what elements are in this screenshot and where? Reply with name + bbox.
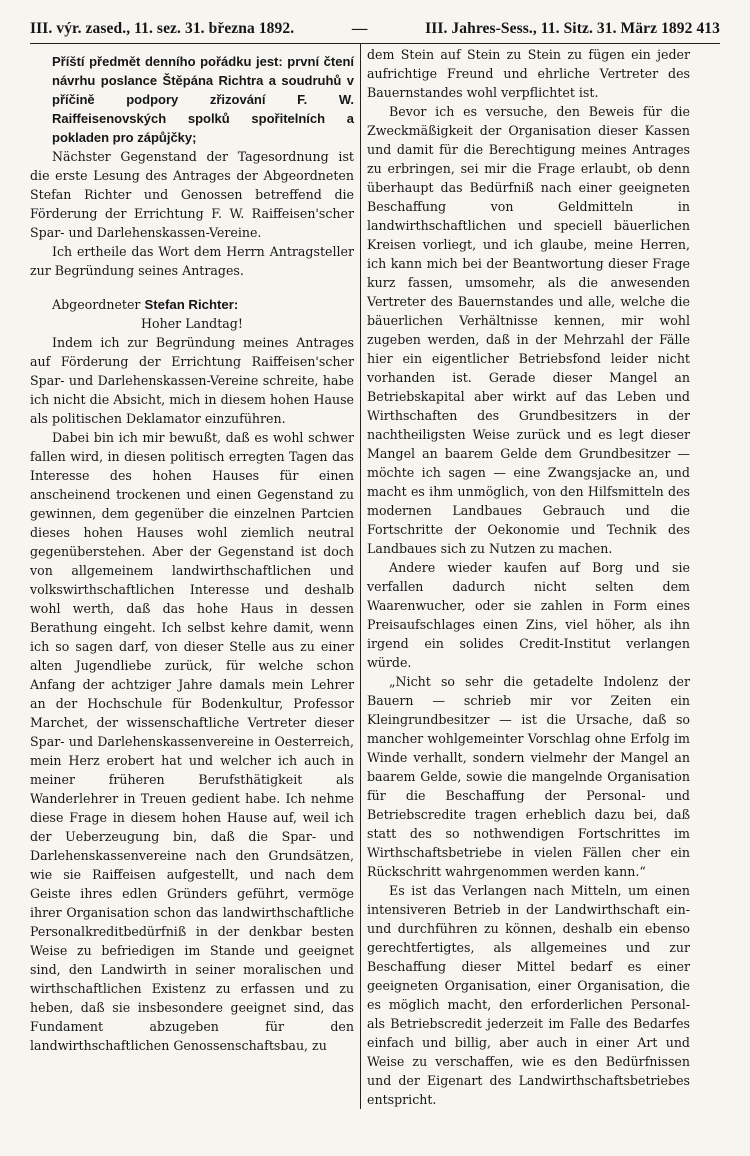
left-column [30, 44, 360, 1109]
address-salutation: Hoher Landtag! [141, 316, 243, 331]
quoted-paragraph: „Nicht so sehr die getadelte Indolenz der Bauern — schrieb mir vor Zeiten ein Kleingrundbesitzer — ist die Ursache, daß so mancher wohlgemeinter Vorschlag ohne Erfolg im Winde verhallt, sondern vielmehr der Mangel an baarem Gelde, sowie die mangelnde Organisation für die Beschaffung der Personal- und Betriebscredite tragen erheblich dazu bei, daß statt des so nothwendigen Fortschrittes im Wirthschaftsbetriebe in vielen Fällen cher ein Rückschritt wahrgenommen werden kann.“ [367, 674, 690, 879]
speaker-colon: : [233, 297, 239, 312]
speaker-line [30, 295, 354, 314]
speaker-name: Stefan Richter [144, 297, 234, 312]
two-column-body [30, 44, 720, 1109]
running-header [30, 20, 720, 44]
speech-paragraph: Es ist das Verlangen nach Mitteln, um einen intensiveren Betrieb in der Landwirthschaft ein- und durchführen zu können, deshalb ein ebenso gerechtfertigtes, als allgemeines und zur Beschaffung dieser Mittel bedarf es einer geeigneten Organisation, einer Organisation, die es möglich macht, den erforderlichen Personal- als Betriebscredit jederzeit im Falle des Bedarfes einfach und billig, aber auch in einer Art und Weise zu verschaffen, wie es den Bedürfnissen und der Eigenart des Landwirthschaftsbetriebes entspricht. [367, 883, 690, 1107]
czech-agenda-item: Příští předmět denního pořádku jest: první čtení návrhu poslance Štěpána Richtra a soudruhů v příčině podpory zřizování F. W. Raiffeisenovských spolků spořitelních a pokladen pro zápůjčky; [52, 54, 354, 145]
speech-paragraph-continued: dem Stein auf Stein zu Stein zu fügen ein jeder aufrichtige Freund und ehrliche Vertreter des Bauernstandes wohl verpflichtet ist. [367, 47, 690, 100]
speaker-prefix: Abgeordneter [52, 297, 141, 312]
header-german: III. Jahres-Sess., 11. Sitz. 31. März 1892 413 [425, 20, 720, 37]
header-separator: — [351, 20, 368, 37]
president-statement: Ich ertheile das Wort dem Herrn Antragsteller zur Begründung seines Antrages. [30, 244, 354, 278]
speech-paragraph: Dabei bin ich mir bewußt, daß es wohl schwer fallen wird, in diesen politisch erregten Tagen das Interesse des hohen Hauses für einen anscheinend trockenen und einen Gegenstand zu gewinnen, dem gegenüber die einzelnen Partcien dieses hohen Hauses wohl ziemlich neutral gegenüberstehen. Aber der Gegenstand ist doch von allgemeinem landwirthschaftlichen und volkswirthschaftlichen Interesse und deshalb wohl werth, daß das hohe Haus in dessen Berathung eingeht. Ich selbst kehre damit, wenn ich so sagen darf, von dieser Stelle aus zu einer alten Jugendliebe zurück, für welche schon Anfang der achtziger Jahre damals mein Lehrer an der Hochschule für Bodenkultur, Professor Marchet, der wissenschaftliche Vertreter dieser Spar- und Darlehenskassenvereine in Oesterreich, mein Herz erobert hat und welcher ich auch in meiner früheren Berufsthätigkeit als Wanderlehrer in Treuen gedient habe. Ich nehme diese Frage in diesem hohen Hause auf, weil ich der Ueberzeugung bin, daß die Spar- und Darlehenskassenvereine nach den Grundsätzen, wie sie Raiffeisen aufgestellt, und nach dem Geiste ihres edlen Gründers geführt, vermöge ihrer Organisation schon das landwirthschaftliche Personalkreditbedürfniß in der denkbar besten Weise zu befriedigen im Stande und geeignet sind, den Landwirth in seiner moralischen und wirthschaftlichen Existenz zu erfassen und zu heben, daß sie insbesondere geeignet sind, das Fundament abzugeben für den landwirthschaftlichen Genossenschaftsbau, zu [30, 430, 354, 1053]
right-column [360, 44, 690, 1109]
speech-paragraph: Andere wieder kaufen auf Borg und sie verfallen dadurch nicht selten dem Waarenwucher, oder sie zahlen in Form eines Preisaufschlages einen Zins, viel höher, als ihn irgend ein solides Credit-Institut verlangen würde. [367, 560, 690, 670]
german-agenda-item: Nächster Gegenstand der Tagesordnung ist die erste Lesung des Antrages der Abgeordneten Stefan Richter und Genossen betreffend die Förderung der Errichtung F. W. Raiffeisen'scher Spar- und Darlehenskassen-Vereine. [30, 149, 354, 240]
speech-paragraph: Indem ich zur Begründung meines Antrages auf Förderung der Errichtung Raiffeisen'scher Spar- und Darlehenskassen-Vereine schreite, habe ich nicht die Absicht, mich in diesem hohen Hause als politischen Deklamator einzuführen. [30, 335, 354, 426]
speech-paragraph: Bevor ich es versuche, den Beweis für die Zweckmäßigkeit der Organisation dieser Kassen und damit für die Berechtigung meines Antrages zu erbringen, sei mir die Frage erlaubt, ob denn überhaupt das Bedürfniß nach einer geeigneten Beschaffung von Geldmitteln in landwirthschaftlichen und speciell bäuerlichen Kreisen vorliegt, und ich glaube, meine Herren, ich kann mich bei der Beantwortung dieser Frage kurz fassen, umsomehr, als die anwesenden Vertreter des Bauernstandes und alle, welche die bäuerlichen Verhältnisse kennen, mir wohl zugeben werden, daß in der Mehrzahl der Fälle hier ein eigentlicher Betriebsfond leider nicht vorhanden ist. Gerade dieser Mangel an Betriebskapital aber wirkt auf das Leben und Wirthschaften des Grundbesitzers in der nachtheiligsten Weise zurück und es legt dieser Mangel an baarem Gelde dem Grundbesitzer — möchte ich sagen — eine Zwangsjacke an, und macht es ihm unmöglich, von den Hilfsmitteln des modernen Landbaues Gebrauch und die Fortschritte der Oekonomie und Technik des Landbaues sich zu Nutzen zu machen. [367, 104, 690, 556]
header-czech: III. výr. zased., 11. sez. 31. března 1892. [30, 20, 295, 37]
